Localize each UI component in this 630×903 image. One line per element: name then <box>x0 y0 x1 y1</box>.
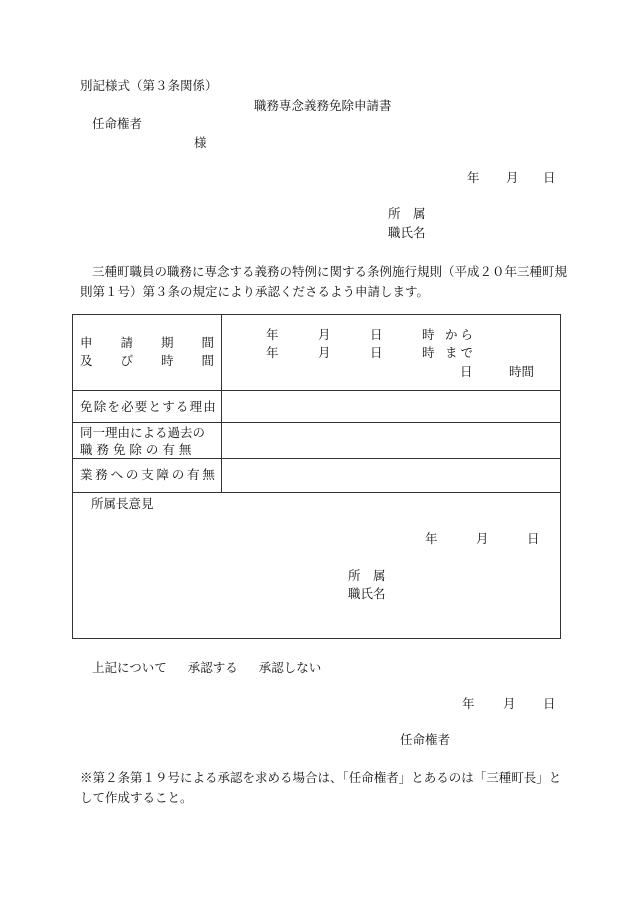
approval-line <box>92 662 321 675</box>
from-day: 日 <box>370 327 383 342</box>
approve-option[interactable]: 承認する <box>187 660 238 675</box>
application-body-text: 三種町職員の職務に専念する義務の特例に関する条例施行規則（平成２０年三種町規則第１号）第３条の規定により承認くださるよう申請します。 <box>80 264 568 299</box>
supervisor-department: 所 属 <box>348 568 386 583</box>
addressee-honorific: 様 <box>194 135 207 150</box>
addressee-label: 任命権者 <box>92 116 143 131</box>
row-divider <box>73 390 560 391</box>
column-divider <box>221 315 222 492</box>
to-day: 日 <box>370 345 383 360</box>
past-exemption-label-line1: 同一理由による過去の <box>80 425 206 440</box>
opinion-date-month: 月 <box>476 531 489 546</box>
from-year: 年 <box>266 327 279 342</box>
hindrance-label: 業務への支障の有無 <box>80 467 218 482</box>
reject-option[interactable]: 承認しない <box>258 660 322 675</box>
applicant-name-label: 職氏名 <box>388 225 426 240</box>
form-reference: 別記様式（第３条関係） <box>80 78 218 93</box>
appointing-authority: 任命権者 <box>400 732 451 747</box>
date-month: 月 <box>506 170 519 185</box>
note-text: ※第２条第１９号による承認を求める場合は、「任命権者」とあるのは「三種町長」として作成すること。 <box>80 770 562 805</box>
period-label-line2: 及 び 時 間 <box>80 353 214 368</box>
total-hours: 時間 <box>509 364 535 379</box>
approval-date-day: 日 <box>543 696 556 711</box>
period-label-line1: 申 請 期 間 <box>80 335 214 350</box>
past-exemption-label-line2: 職 務 免 除 の 有 無 <box>80 442 192 457</box>
reason-label: 免除を必要とする理由 <box>80 399 218 414</box>
row-divider <box>73 458 560 459</box>
opinion-date-year: 年 <box>425 531 438 546</box>
approval-date-year: 年 <box>462 696 475 711</box>
opinion-date-day: 日 <box>527 531 540 546</box>
application-table <box>72 314 561 639</box>
date-year: 年 <box>467 170 480 185</box>
to-suffix: まで <box>445 345 477 360</box>
supervisor-name-label: 職氏名 <box>348 586 386 601</box>
from-suffix: から <box>445 327 477 342</box>
from-hour: 時 <box>422 327 435 342</box>
total-days: 日 <box>460 364 473 379</box>
to-month: 月 <box>318 345 331 360</box>
row-divider <box>73 492 560 493</box>
applicant-department: 所 属 <box>388 206 426 221</box>
supervisor-opinion-label: 所属長意見 <box>91 496 154 511</box>
to-hour: 時 <box>422 345 435 360</box>
from-month: 月 <box>318 327 331 342</box>
approval-text: 上記について <box>92 660 167 675</box>
row-divider <box>73 422 560 423</box>
date-day: 日 <box>543 170 556 185</box>
approval-date-month: 月 <box>503 696 516 711</box>
document-title: 職務専念義務免除申請書 <box>254 98 392 113</box>
to-year: 年 <box>266 345 279 360</box>
